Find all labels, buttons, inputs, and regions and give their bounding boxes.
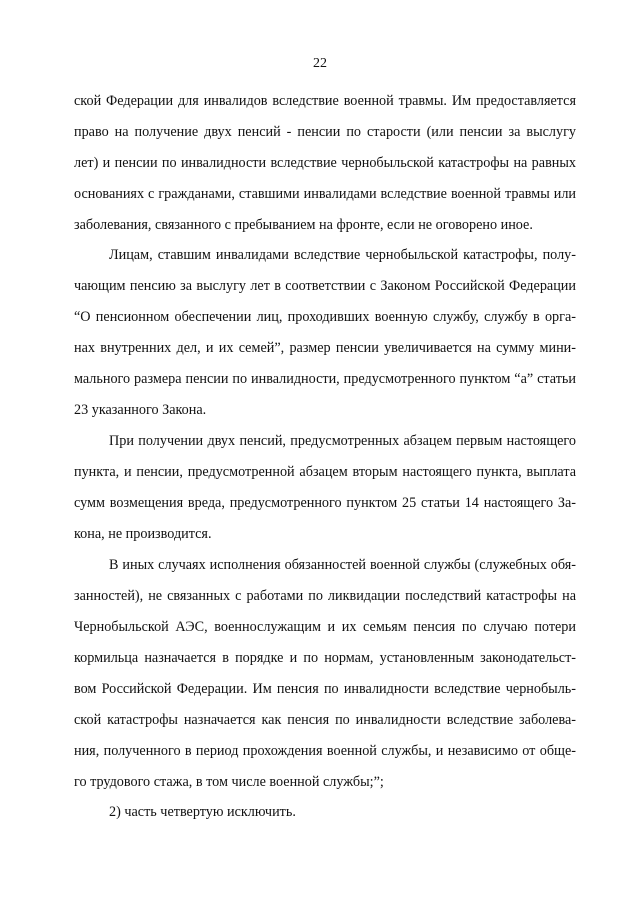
text-line: При получении двух пенсий, предусмотренных абзацем первым настоящего xyxy=(109,433,576,449)
text-line: сумм возмещения вреда, предусмотренного пунктом 25 статьи 14 настоящего За- xyxy=(74,495,576,511)
text-line: Чернобыльской АЭС, военнослужащим и их семьям пенсия по случаю потери xyxy=(74,619,576,635)
text-line: В иных случаях исполнения обязанностей военной службы (служебных обя- xyxy=(109,557,576,573)
text-line: чающим пенсию за выслугу лет в соответствии с Законом Российской Федерации xyxy=(74,278,576,294)
text-line: занностей), не связанных с работами по ликвидации последствий катастрофы на xyxy=(74,588,576,604)
paragraph-4 xyxy=(74,550,576,798)
paragraph-3 xyxy=(74,426,576,550)
text-line: кормильца назначается в порядке и по нормам, установленным законодательст- xyxy=(74,650,576,666)
text-line: вом Российской Федерации. Им пенсия по инвалидности вследствие чернобыль- xyxy=(74,681,576,697)
text-line: ния, полученного в период прохождения военной службы, и независимо от обще- xyxy=(74,743,576,759)
paragraph-2 xyxy=(74,240,576,426)
text-line: основаниях с гражданами, ставшими инвалидами вследствие военной травмы или xyxy=(74,186,576,202)
paragraph-1 xyxy=(74,86,576,241)
text-line: 2) часть четвертую исключить. xyxy=(109,804,296,820)
text-line: нах внутренних дел, и их семей”, размер пенсии увеличивается на сумму мини- xyxy=(74,340,576,356)
text-line: Лицам, ставшим инвалидами вследствие чернобыльской катастрофы, полу- xyxy=(109,247,576,263)
text-line: заболевания, связанного с пребыванием на фронте, если не оговорено иное. xyxy=(74,217,533,233)
text-line: “О пенсионном обеспечении лиц, проходивших военную службу, службу в орга- xyxy=(74,309,576,325)
text-line: лет) и пенсии по инвалидности вследствие чернобыльской катастрофы на равных xyxy=(74,155,576,171)
text-line: мального размера пенсии по инвалидности, предусмотренного пунктом “а” статьи xyxy=(74,371,576,387)
text-line: пункта, и пенсии, предусмотренной абзацем вторым настоящего пункта, выплата xyxy=(74,464,576,480)
paragraph-5 xyxy=(74,797,576,828)
text-line: ской катастрофы назначается как пенсия по инвалидности вследствие заболева- xyxy=(74,712,576,728)
text-line: право на получение двух пенсий - пенсии по старости (или пенсии за выслугу xyxy=(74,124,576,140)
text-line: 23 указанного Закона. xyxy=(74,402,207,418)
text-line: ской Федерации для инвалидов вследствие военной травмы. Им предоставляется xyxy=(74,93,576,109)
text-line: кона, не производится. xyxy=(74,526,212,542)
page-number: 22 xyxy=(313,56,327,71)
text-line: го трудового стажа, в том числе военной службы;”; xyxy=(74,774,384,790)
